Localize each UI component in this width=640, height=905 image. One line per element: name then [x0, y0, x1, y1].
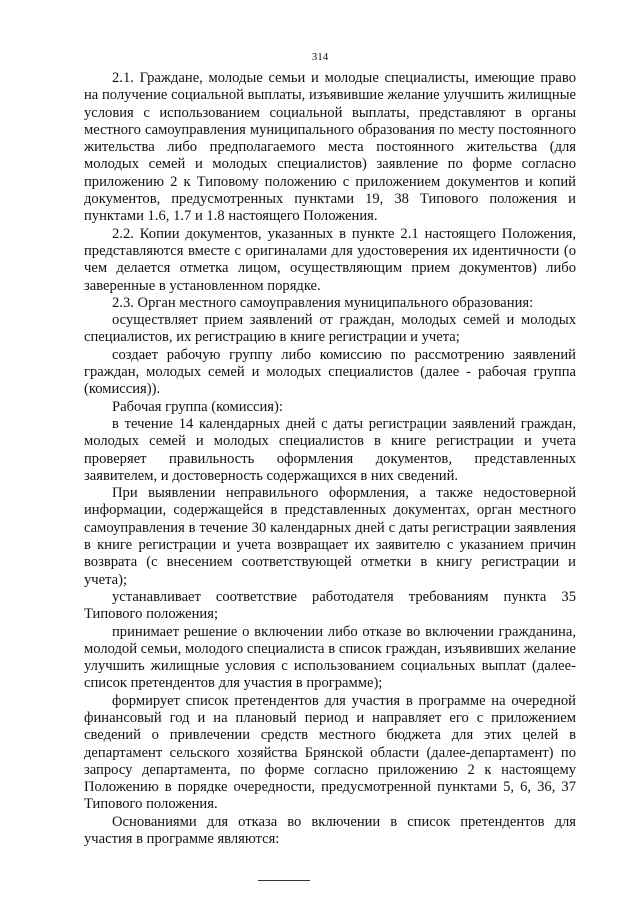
page-number: 314 — [311, 51, 329, 63]
paragraph-inclusion-decision: принимает решение о включении либо отказе во включении гражданина, молодой семьи, молодого специалиста в список граждан, изъявивших желание улучшить жилищные условия с использованием социальных выплат (далее-список претендентов для участия в программе); — [84, 623, 576, 692]
paragraph-incorrect-documents: При выявлении неправильного оформления, а также недостоверной информации, содержащейся в представленных документах, орган местного самоуправления в течение 30 календарных дней с даты регистрации заявления в книге регистрации и учета возвращает их заявителю с указанием причин возврата (с внесением соответствующей отметки в книгу регистрации и учета); — [84, 485, 576, 588]
footer-divider — [258, 880, 310, 881]
paragraph-2-1: 2.1. Граждане, молодые семьи и молодые специалисты, имеющие право на получение социальной выплаты, изъявившие желание улучшить жилищные условия с использованием социальной выплаты, представляют в органы местного самоуправления муниципального образования по месту постоянного жительства либо предполагаемого места постоянного жительства (для молодых семей и молодых специалистов) заявление по форме согласно приложению 2 к Типовому положению с приложением документов и копий документов, предусмотренных пунктами 19, 38 Типового положения и пунктами 1.6, 1.7 и 1.8 настоящего Положения. — [84, 70, 576, 225]
paragraph-2-2: 2.2. Копии документов, указанных в пункте 2.1 настоящего Положения, представляются вместе с оригиналами для удостоверения их идентичности (о чем делается отметка лицом, осуществляющим прием документов) либо заверенные в установленном порядке. — [84, 225, 576, 294]
document-body — [84, 70, 576, 848]
paragraph-accepts-applications: осуществляет прием заявлений от граждан, молодых семей и молодых специалистов, их регистрацию в книге регистрации и учета; — [84, 312, 576, 346]
paragraph-forms-list: формирует список претендентов для участия в программе на очередной финансовый год и на плановый период и направляет его с приложением сведений о привлечении средств местного бюджета для этих целей в департамент сельского хозяйства Брянской области (далее-департамент) по запросу департамента, по форме согласно приложению 2 к настоящему Положению в порядке очередности, предусмотренной пунктами 5, 6, 36, 37 Типового положения. — [84, 692, 576, 813]
paragraph-14-days-check: в течение 14 календарных дней с даты регистрации заявлений граждан, молодых семей и молодых специалистов в книге регистрации и учета проверяет правильность оформления документов, представленных заявителем, и достоверность содержащихся в них сведений. — [84, 415, 576, 484]
paragraph-creates-working-group: создает рабочую группу либо комиссию по рассмотрению заявлений граждан, молодых семей и молодых специалистов (далее - рабочая группа (комиссия)). — [84, 346, 576, 398]
paragraph-2-3: 2.3. Орган местного самоуправления муниципального образования: — [112, 294, 534, 311]
paragraph-working-group: Рабочая группа (комиссия): — [112, 398, 283, 415]
paragraph-employer-compliance: устанавливает соответствие работодателя требованиям пункта 35 Типового положения; — [84, 588, 576, 623]
paragraph-refusal-grounds: Основаниями для отказа во включении в список претендентов для участия в программе являются: — [84, 813, 576, 848]
